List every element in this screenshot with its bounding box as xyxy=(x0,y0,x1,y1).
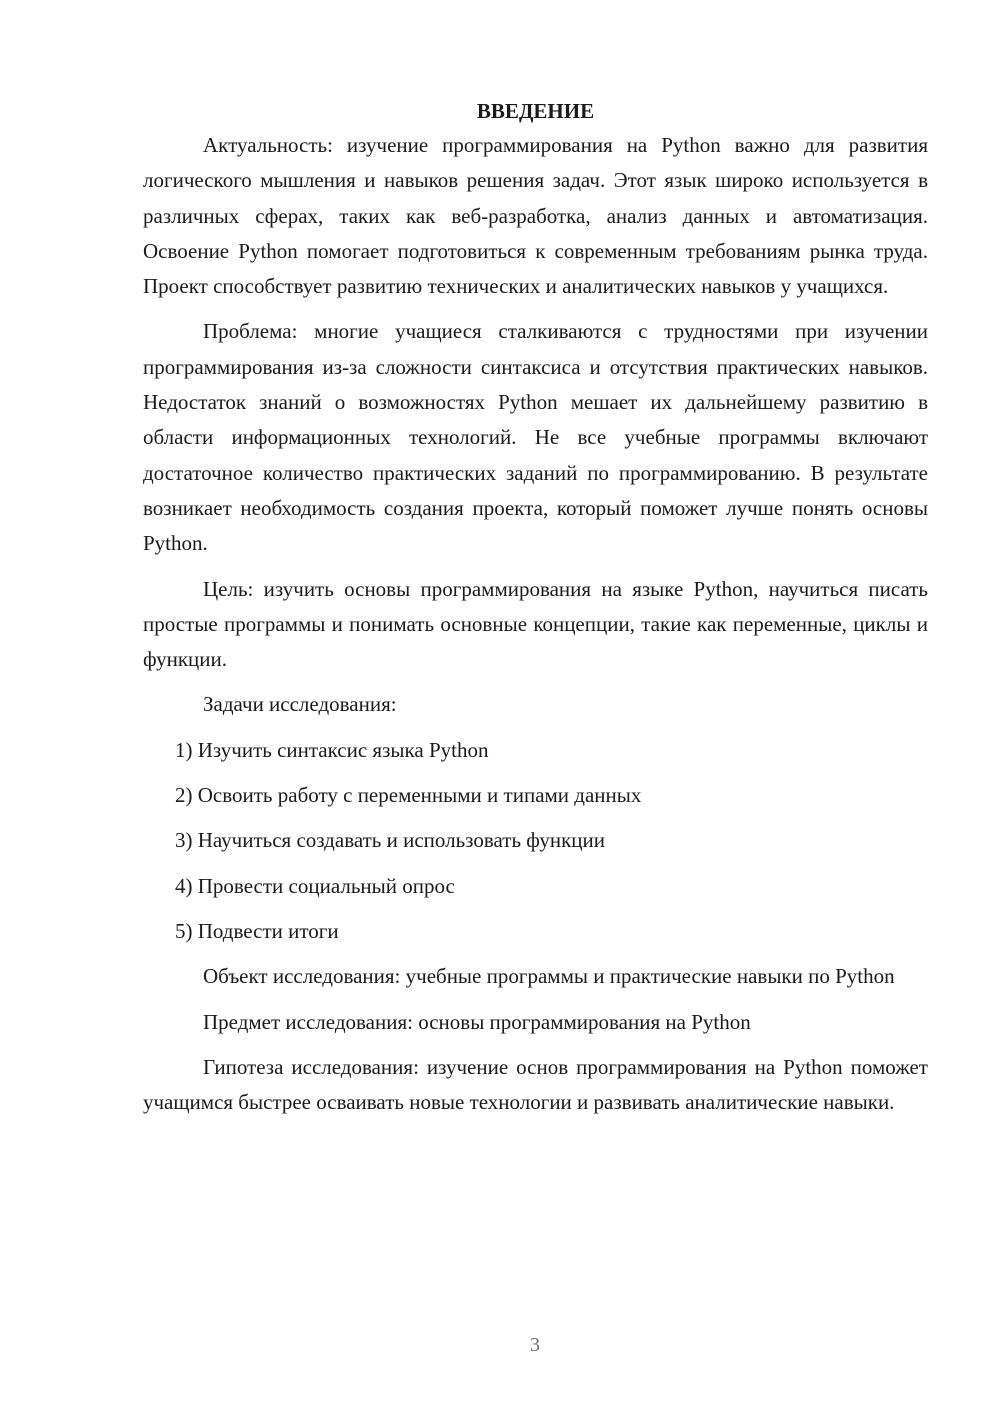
object-paragraph: Объект исследования: учебные программы и практические навыки по Python xyxy=(203,964,895,989)
problem-paragraph: Проблема: многие учащиеся сталкиваются с трудностями при изучении программирования из-за сложности синтаксиса и отсутствия практических навыков. Недостаток знаний о возможностях Python мешает их дальнейшему развитию в области информационных технологий. Не все учебные программы включают достаточное количество практических заданий по программированию. В результате возникает необходимость создания проекта, который поможет лучше понять основы Python. xyxy=(143,319,928,556)
tasks-list xyxy=(143,733,928,949)
task-item: 4) Провести социальный опрос xyxy=(175,873,455,898)
hypothesis-paragraph: Гипотеза исследования: изучение основ программирования на Python поможет учащимся быстрее осваивать новые технологии и развивать аналитические навыки. xyxy=(143,1054,928,1115)
relevance-paragraph: Актуальность: изучение программирования на Python важно для развития логического мышления и навыков решения задач. Этот язык широко используется в различных сферах, таких как веб-разработка, анализ данных и автоматизация. Освоение Python помогает подготовиться к современным требованиям рынка труда. Проект способствует развитию технических и аналитических навыков у учащихся. xyxy=(143,133,928,299)
page-number: 3 xyxy=(530,1334,540,1356)
section-title: ВВЕДЕНИЕ xyxy=(476,99,595,123)
goal-paragraph: Цель: изучить основы программирования на языке Python, научиться писать простые программы и понимать основные концепции, такие как переменные, циклы и функции. xyxy=(143,576,928,672)
task-item: 3) Научиться создавать и использовать функции xyxy=(175,828,606,853)
task-item: 1) Изучить синтаксис языка Python xyxy=(175,737,489,762)
document-page xyxy=(143,96,928,1130)
task-item: 2) Освоить работу с переменными и типами данных xyxy=(175,783,642,808)
task-item: 5) Подвести итоги xyxy=(175,918,339,943)
subject-paragraph: Предмет исследования: основы программирования на Python xyxy=(203,1009,751,1034)
tasks-heading: Задачи исследования: xyxy=(203,692,397,717)
